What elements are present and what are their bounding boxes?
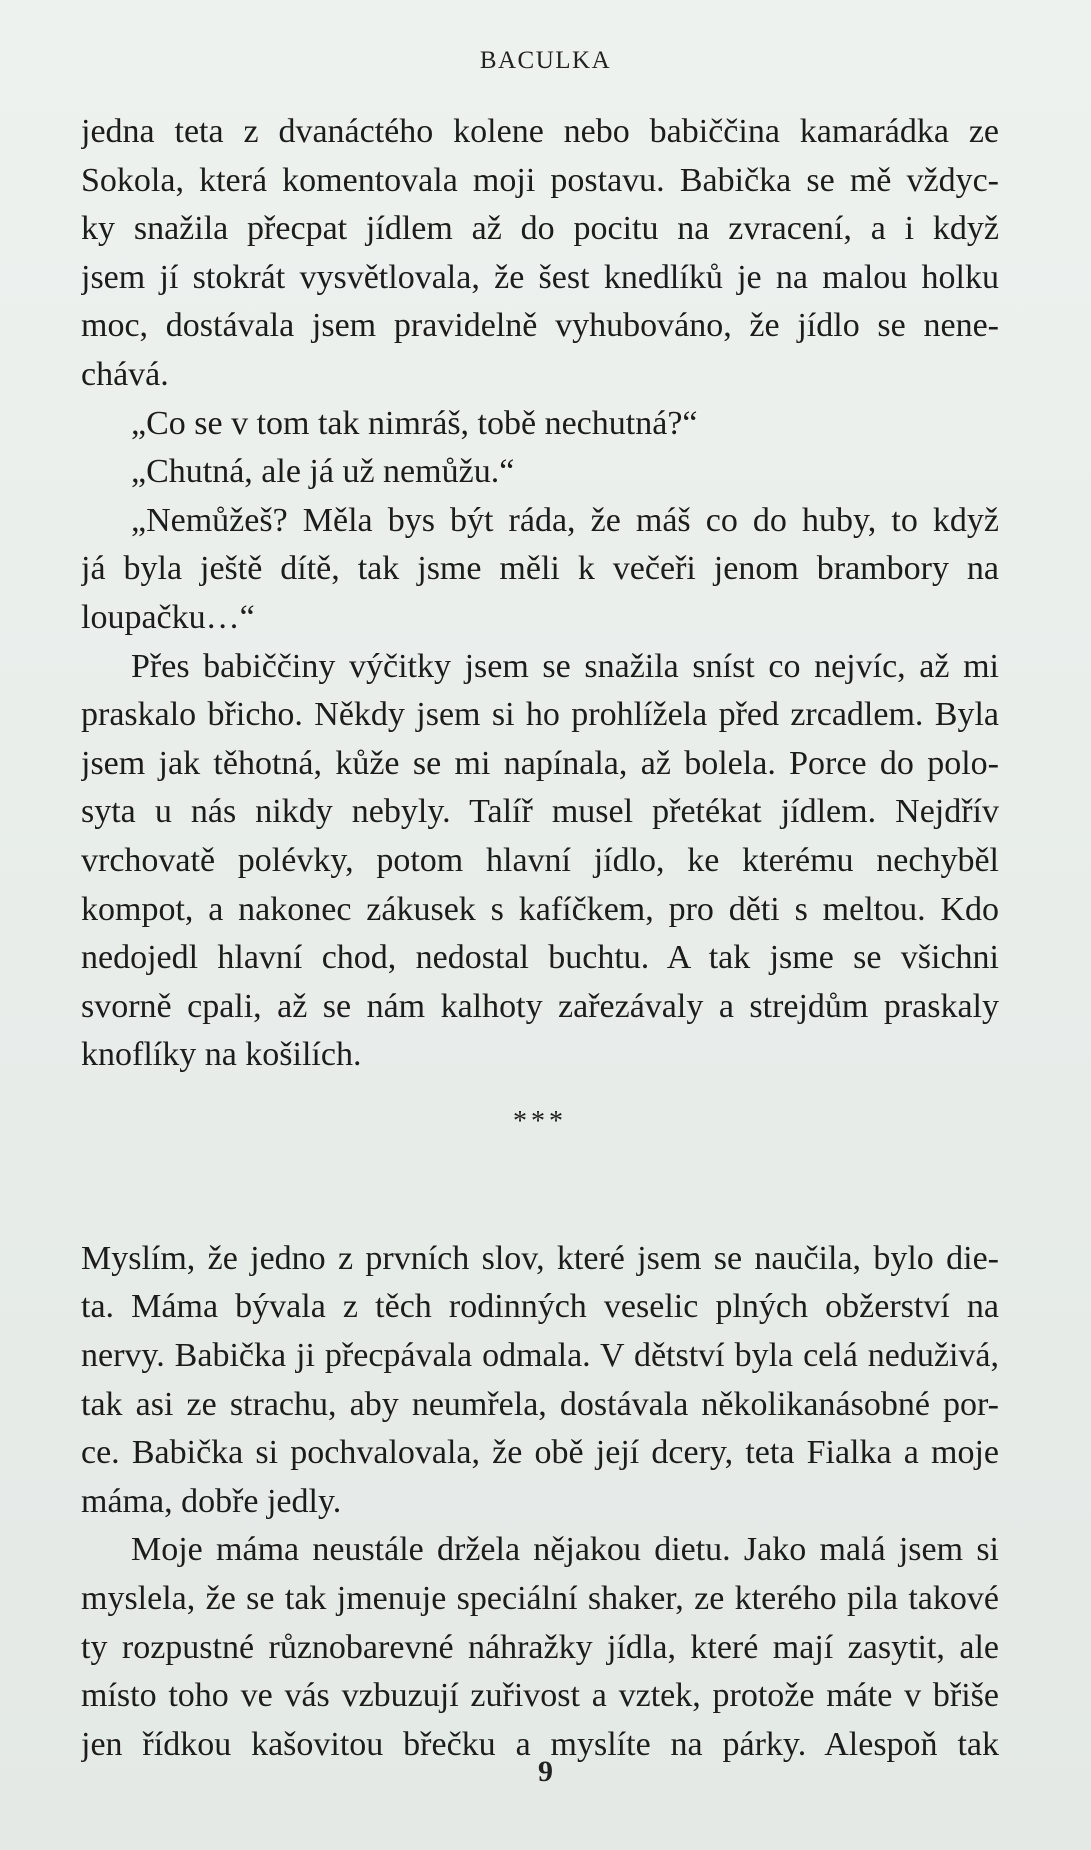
- text-line: ta. Máma bývala z těch rodinných veselic plných obžerství na: [81, 1288, 999, 1326]
- text-line: svorně cpali, až se nám kalhoty zařezávaly a strejdům praskaly: [81, 987, 999, 1025]
- text-line: loupačku…“: [81, 598, 255, 636]
- text-line: nervy. Babička ji přecpávala odmala. V dětství byla celá neduživá,: [81, 1337, 999, 1375]
- text-line: knoflíky na košilích.: [81, 1036, 362, 1074]
- text-line: kompot, a nakonec zákusek s kafíčkem, pro děti s meltou. Kdo: [81, 890, 999, 928]
- text-line: místo toho ve vás vzbuzují zuřivost a vztek, protože máte v břiše: [81, 1677, 999, 1715]
- section-separator: ***: [513, 1105, 567, 1137]
- paragraph-first-line: Moje máma neustále držela nějakou dietu. Jako malá jsem si: [131, 1531, 999, 1569]
- text-line: ky snažila přecpat jídlem až do pocitu na zvracení, a i když: [81, 210, 999, 248]
- paragraph-first-line: Přes babiččiny výčitky jsem se snažila sníst co nejvíc, až mi: [131, 647, 999, 685]
- text-line: jsem jak těhotná, kůže se mi napínala, až bolela. Porce do polo-: [81, 744, 999, 782]
- dialogue-line: „Co se v tom tak nimráš, tobě nechutná?“: [131, 404, 698, 442]
- text-line: já byla ještě dítě, tak jsme měli k večeři jenom brambory na: [81, 550, 999, 588]
- dialogue-line: „Chutná, ale já už nemůžu.“: [131, 453, 515, 491]
- body-text: [81, 108, 999, 1769]
- text-line: tak asi ze strachu, aby neumřela, dostávala několikanásobné por-: [81, 1385, 999, 1423]
- text-line: chává.: [81, 355, 169, 393]
- text-line: jedna teta z dvanáctého kolene nebo babiččina kamarádka ze: [81, 113, 999, 150]
- text-line: syta u nás nikdy nebyly. Talíř musel přetékat jídlem. Nejdřív: [81, 793, 999, 831]
- text-line: jsem jí stokrát vysvětlovala, že šest knedlíků je na malou holku: [81, 258, 999, 296]
- text-line: vrchovatě polévky, potom hlavní jídlo, ke kterému nechyběl: [81, 841, 999, 879]
- text-line: Sokola, která komentovala moji postavu. Babička se mě vždyc-: [81, 161, 999, 199]
- section-gap: [81, 1177, 999, 1235]
- paragraph-first-line: Myslím, že jedno z prvních slov, které jsem se naučila, bylo die-: [81, 1239, 999, 1277]
- text-line: jen řídkou kašovitou břečku a myslíte na párky. Alespoň tak: [81, 1725, 999, 1763]
- running-head: BACULKA: [479, 47, 612, 74]
- page-number: 9: [538, 1755, 553, 1788]
- text-line: myslela, že se tak jmenuje speciální shaker, ze kterého pila takové: [81, 1580, 999, 1618]
- text-line: moc, dostávala jsem pravidelně vyhubováno, že jídlo se nene-: [81, 307, 999, 345]
- text-line: máma, dobře jedly.: [81, 1482, 342, 1520]
- text-line: praskalo břicho. Někdy jsem si ho prohlížela před zrcadlem. Byla: [81, 696, 999, 734]
- text-line: ce. Babička si pochvalovala, že obě její dcery, teta Fialka a moje: [81, 1434, 999, 1472]
- text-line: nedojedl hlavní chod, nedostal buchtu. A tak jsme se všichni: [81, 939, 999, 977]
- dialogue-line: „Nemůžeš? Měla bys být ráda, že máš co do huby, to když: [131, 501, 999, 539]
- text-line: ty rozpustné různobarevné náhražky jídla, které mají zasytit, ale: [81, 1628, 999, 1666]
